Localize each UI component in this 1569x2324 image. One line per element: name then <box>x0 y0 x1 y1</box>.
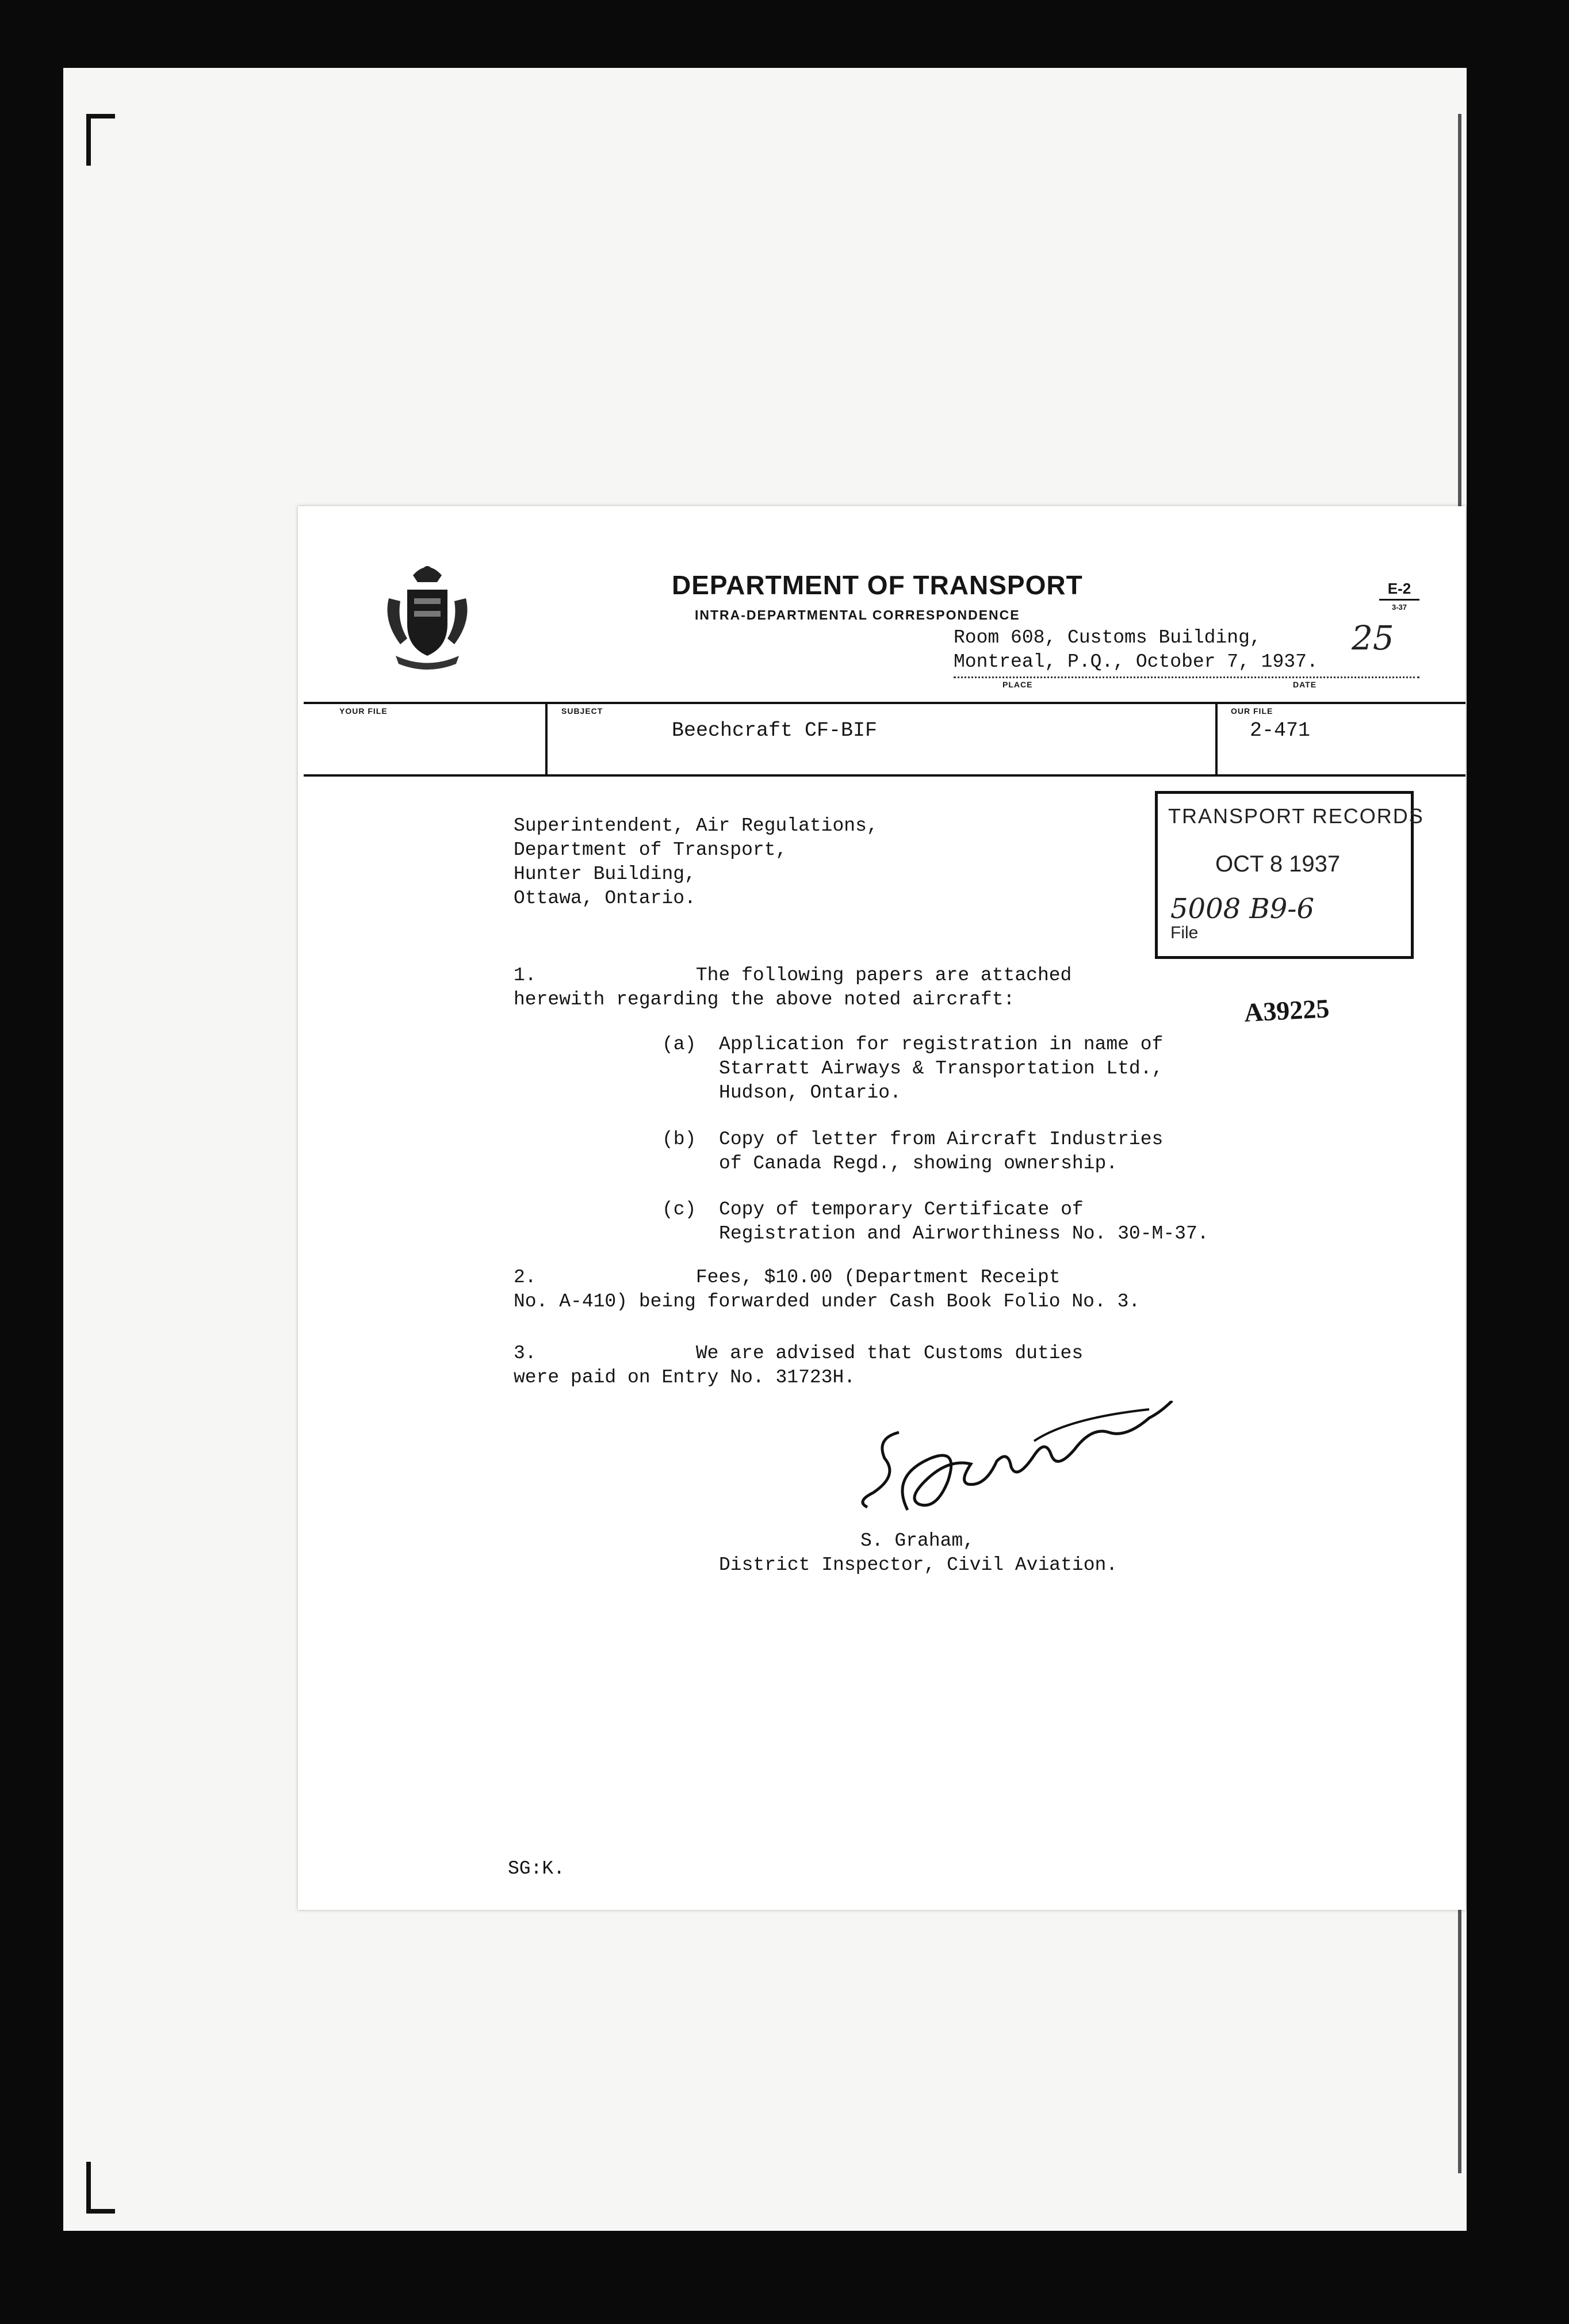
date-caption: DATE <box>1293 680 1317 689</box>
paragraph-1: 1. The following papers are attached herewith regarding the above noted aircraft: <box>514 965 1072 1010</box>
form-code <box>1379 580 1419 611</box>
stamp-file-label: File <box>1170 923 1199 942</box>
place-date-rule <box>954 676 1419 678</box>
header-rule-top <box>304 702 1465 704</box>
subject-label: SUBJECT <box>561 706 603 716</box>
place-caption: PLACE <box>1002 680 1033 689</box>
place-line-2: Montreal, P.Q., October 7, 1937. <box>954 651 1318 672</box>
stamp-date: OCT 8 1937 <box>1215 851 1341 877</box>
stamp-title: TRANSPORT RECORDS <box>1168 804 1424 828</box>
signatory-title: District Inspector, Civil Aviation. <box>719 1554 1118 1576</box>
signatory-name: S. Graham, <box>860 1530 975 1551</box>
addressee-block: Superintendent, Air Regulations, Department of Transport, Hunter Building, Ottawa, Ontario. <box>514 815 878 909</box>
form-code-number: E-2 <box>1379 580 1419 601</box>
handwritten-number: 25 <box>1352 618 1394 658</box>
item-c: (c) Copy of temporary Certificate of Registration and Airworthiness No. 30-M-37. <box>662 1199 1209 1244</box>
item-a: (a) Application for registration in name of Starratt Airways & Transportation Ltd., Hudson, Ontario. <box>662 1034 1164 1103</box>
our-file-label: OUR FILE <box>1231 706 1273 716</box>
subject-value: Beechcraft CF-BIF <box>672 719 878 742</box>
stamp-file-number: 5008 B9-6 <box>1170 893 1314 925</box>
field-divider-1 <box>545 703 548 777</box>
department-title: DEPARTMENT OF TRANSPORT <box>672 570 1083 600</box>
received-stamp <box>1155 791 1424 959</box>
paragraph-3: 3. We are advised that Customs duties were paid on Entry No. 31723H. <box>514 1343 1084 1388</box>
form-code-date: 3-37 <box>1391 603 1407 611</box>
our-file-value: 2-471 <box>1250 719 1311 742</box>
place-line-1: Room 608, Customs Building, <box>954 627 1261 648</box>
crop-mark-bottom-left-h <box>86 2209 115 2214</box>
accession-number: A39225 <box>1243 993 1330 1027</box>
typist-initials: SG:K. <box>508 1858 565 1879</box>
item-b: (b) Copy of letter from Aircraft Industries of Canada Regd., showing ownership. <box>662 1129 1164 1174</box>
paragraph-2: 2. Fees, $10.00 (Department Receipt No. A-410) being forwarded under Cash Book Folio No. 3. <box>514 1267 1141 1312</box>
your-file-label: YOUR FILE <box>339 706 388 716</box>
memo-sheet <box>298 506 1465 1910</box>
field-divider-2 <box>1215 703 1218 777</box>
handwritten-signature <box>844 1401 1201 1539</box>
coat-of-arms-icon <box>378 558 476 673</box>
crop-mark-bottom-left <box>86 2162 91 2214</box>
crop-mark-top-left-h <box>86 114 115 119</box>
department-subtitle: INTRA-DEPARTMENTAL CORRESPONDENCE <box>695 607 1020 622</box>
header-rule-bottom <box>304 774 1465 777</box>
crop-mark-top-left <box>86 114 91 166</box>
